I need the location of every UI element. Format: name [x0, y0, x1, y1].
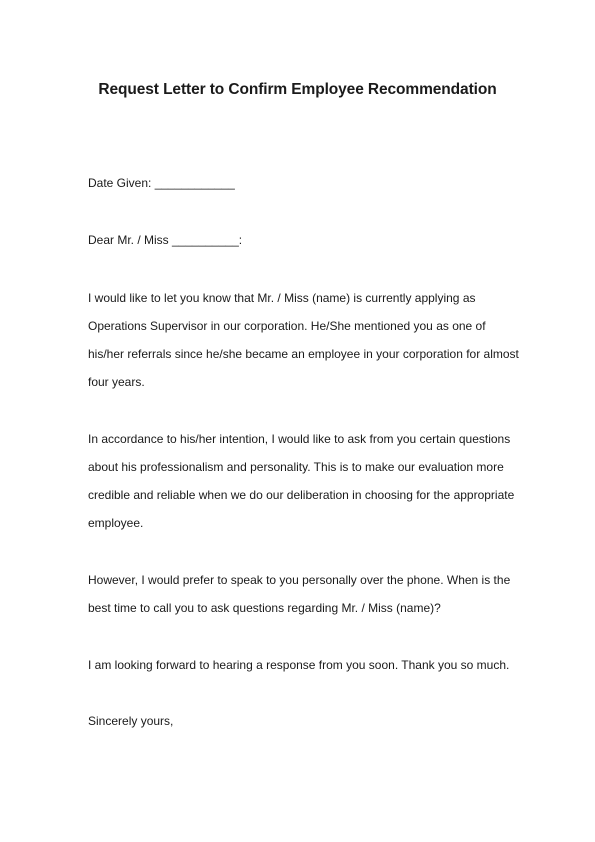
paragraph-line: about his professionalism and personality. This is to make our evaluation more [88, 460, 504, 474]
paragraph-line: his/her referrals since he/she became an employee in your corporation for almost [88, 347, 519, 361]
paragraph-line: Operations Supervisor in our corporation. He/She mentioned you as one of [88, 319, 486, 333]
paragraph-4: I am looking forward to hearing a response from you soon. Thank you so much. [88, 658, 510, 672]
closing: Sincerely yours, [88, 714, 174, 728]
paragraph-line: However, I would prefer to speak to you personally over the phone. When is the [88, 573, 511, 587]
paragraph-line: I would like to let you know that Mr. / Miss (name) is currently applying as [88, 291, 476, 305]
paragraph-line: In accordance to his/her intention, I would like to ask from you certain questions [88, 432, 511, 446]
date-line: Date Given: ____________ [88, 176, 235, 190]
paragraph-line: credible and reliable when we do our deliberation in choosing for the appropriate [88, 488, 515, 502]
paragraph-line: employee. [88, 516, 144, 530]
salutation: Dear Mr. / Miss __________: [88, 233, 243, 247]
paragraph-line: four years. [88, 375, 145, 389]
letter-title: Request Letter to Confirm Employee Recommendation [98, 81, 497, 98]
paragraph-line: best time to call you to ask questions regarding Mr. / Miss (name)? [88, 601, 441, 615]
